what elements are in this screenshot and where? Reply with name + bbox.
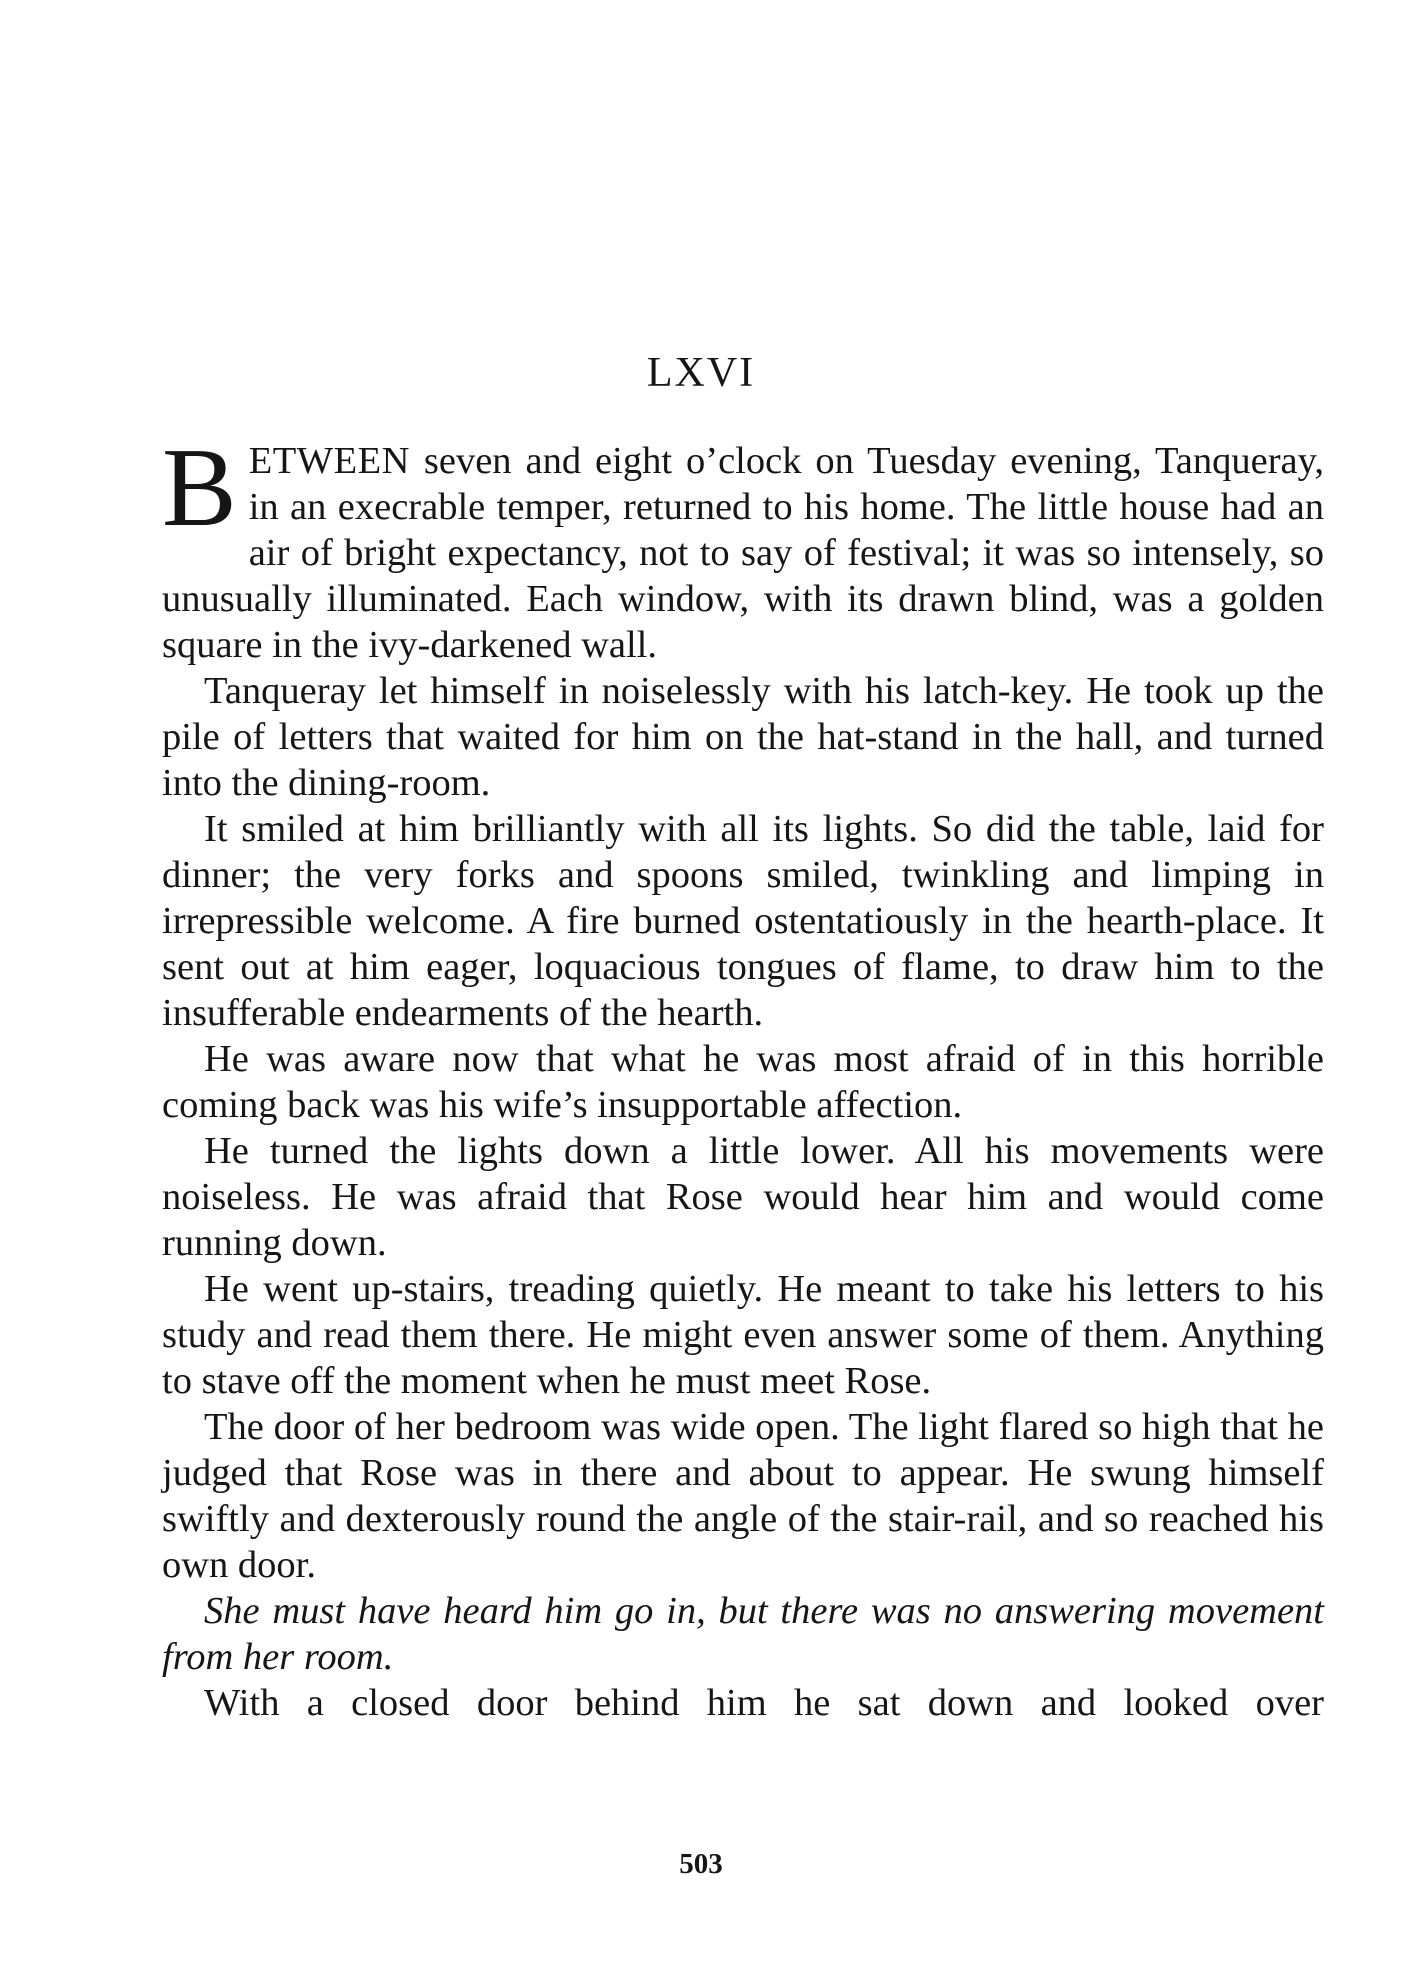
body-text xyxy=(162,426,1324,1726)
paragraph-9: With a closed door behind him he sat down and looked over xyxy=(204,1682,1324,1724)
paragraph-7: The door of her bedroom was wide open. The light flared so high that he judged that Rose was in there and about to appear. He swung himself swiftly and dexterously round the angle of the stair-rail, and so reached his own door. xyxy=(162,1406,1324,1586)
paragraph-8: She must have heard him go in, but there was no answering movement from her room. xyxy=(162,1590,1324,1678)
paragraph-6: He went up-stairs, treading quietly. He meant to take his letters to his study and read them there. He might even answer some of them. Anything to stave off the moment when he must meet Rose. xyxy=(162,1268,1324,1402)
paragraph-5: He turned the lights down a little lower. All his movements were noiseless. He was afraid that Rose would hear him and would come running down. xyxy=(162,1130,1324,1264)
paragraph-4: He was aware now that what he was most afraid of in this horrible coming back was his wife’s insupportable affection. xyxy=(162,1038,1324,1126)
paragraph-1-lead: ETWEEN xyxy=(248,440,410,482)
paragraph-3: It smiled at him brilliantly with all its lights. So did the table, laid for dinner; the very forks and spoons smiled, twinkling and limping in irrepressible welcome. A fire burned ostentatiously in the hearth-place. It sent out at him eager, loquacious tongues of flame, to draw him to the insufferable endearments of the hearth. xyxy=(162,808,1324,1034)
paragraph-1-text: seven and eight o’clock on Tuesday evening, Tanqueray, in an execrable temper, returned to his home. The little house had an air of bright expectancy, not to say of festival; it was so intensely, so unusually illuminated. Each window, with its drawn blind, was a golden square in the ivy-darkened wall. xyxy=(162,440,1324,666)
paragraph-1 xyxy=(162,426,1324,668)
chapter-heading: LXVI xyxy=(646,350,756,396)
paragraph-2: Tanqueray let himself in noiselessly with his latch-key. He took up the pile of letters that waited for him on the hat-stand in the hall, and turned into the dining-room. xyxy=(162,670,1324,804)
page-number: 503 xyxy=(679,1848,723,1880)
drop-cap: B xyxy=(162,426,237,550)
